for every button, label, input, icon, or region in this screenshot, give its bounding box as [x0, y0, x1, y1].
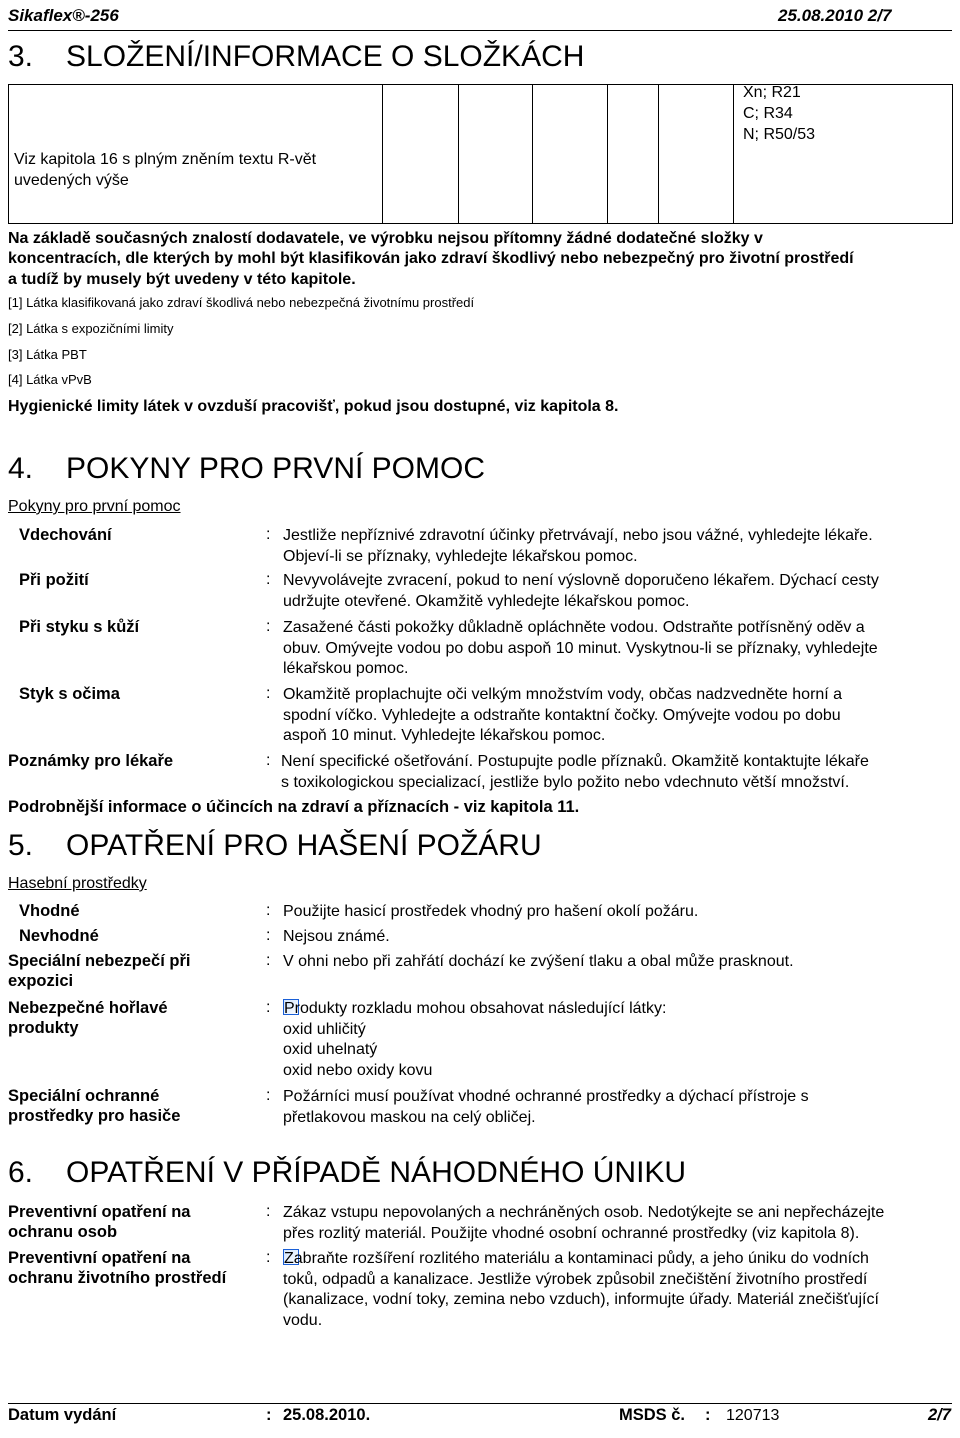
value-line — [283, 999, 666, 1020]
section-4-heading — [8, 452, 485, 486]
section-3-paragraph: Na základě současných znalostí dodavatele, ve výrobku nejsou přítomny žádné dodatečné složky v — [8, 230, 763, 247]
footer-rule — [8, 1403, 952, 1404]
footer-issue-label: Datum vydání — [8, 1406, 117, 1424]
table-divider — [733, 84, 734, 224]
value-line: přes rozlitý materiál. Použijte vhodné osobní ochranné prostředky (viz kapitola 8). — [283, 1224, 860, 1242]
footer-msds-number: 120713 — [726, 1407, 780, 1424]
table-divider — [607, 84, 608, 224]
section-6-title: OPATŘENÍ V PŘÍPADĚ NÁHODNÉHO ÚNIKU — [66, 1156, 687, 1189]
field-colon: : — [266, 526, 271, 543]
fire-value-special-hazards — [283, 952, 794, 973]
table-divider — [382, 84, 383, 224]
value-line: Zasažené části pokožky důkladně opláchněte vodou. Odstraňte potřísněný oděv a — [283, 619, 865, 636]
section-4-number: 4. — [8, 452, 34, 485]
section-4-title: POKYNY PRO PRVNÍ POMOC — [66, 452, 485, 485]
value-line: obuv. Omývejte vodou po dobu aspoň 10 minut. Vyskytnou-li se příznaky, vyhledejte — [283, 639, 878, 657]
table-divider — [532, 84, 533, 224]
table-r-phrase: C; R34 — [743, 105, 793, 122]
document-date-page: 25.08.2010 2/7 — [778, 6, 892, 25]
value-line: Nevyvolávejte zvracení, pokud to není výslovně doporučeno lékařem. Dýchací cesty — [283, 572, 879, 589]
value-line: s toxikologickou specializací, jestliže bylo požito nebo vdechnuto větší množství. — [281, 773, 850, 791]
extinguishing-subheading: Hasební prostředky — [8, 875, 147, 892]
first-letter: Z — [284, 1250, 294, 1267]
field-colon: : — [266, 752, 271, 769]
first-aid-label-skin: Při styku s kůží — [19, 618, 140, 636]
first-aid-label-physician: Poznámky pro lékaře — [8, 752, 174, 770]
field-colon: : — [266, 618, 271, 635]
footnote-3: [3] Látka PBT — [8, 347, 87, 362]
footer-colon: : — [705, 1406, 711, 1424]
spill-label-environmental: Preventivní opatření na ochranu životního prostředí — [8, 1249, 227, 1287]
fire-value-hazardous-products — [283, 999, 666, 1081]
value-line: oxid nebo oxidy kovu — [283, 1061, 433, 1079]
value-line: Požárníci musí používat vhodné ochranné prostředky a dýchací přístroje s — [283, 1088, 809, 1105]
first-aid-value-ingestion — [283, 571, 879, 612]
section-3-paragraph: koncentracích, dle kterých by mohl být klasifikován jako zdraví škodlivý nebo nebezpečný pro životní prostředí — [8, 250, 854, 267]
field-colon: : — [266, 1249, 271, 1266]
section-6-number: 6. — [8, 1156, 34, 1189]
spill-label-personal: Preventivní opatření na ochranu osob — [8, 1203, 191, 1241]
field-colon: : — [266, 927, 271, 944]
spill-value-environmental — [283, 1249, 879, 1331]
section-6-heading — [8, 1156, 686, 1190]
value-line: vodu. — [283, 1311, 323, 1329]
first-aid-footer-note: Podrobnější informace o účincích na zdraví a příznacích - viz kapitola 11. — [8, 798, 580, 816]
value-line: Není specifické ošetřování. Postupujte podle příznaků. Okamžitě kontaktujte lékaře — [281, 753, 869, 770]
value-line: aspoň 10 minut. Vyhledejte lékařskou pomoc. — [283, 727, 606, 744]
footnote-1: [1] Látka klasifikovaná jako zdraví škodlivá nebo nebezpečná životnímu prostředí — [8, 295, 475, 310]
value-line: Jestliže nepříznivé zdravotní účinky přetrvávají, nebo jsou vážné, vyhledejte lékaře. — [283, 527, 873, 544]
field-colon: : — [266, 952, 271, 969]
value-line: Okamžitě proplachujte oči velkým množstvím vody, občas nadzvedněte horní a — [283, 686, 843, 703]
fire-value-suitable — [283, 902, 698, 923]
field-colon: : — [266, 1087, 271, 1104]
value-line: (kanalizace, vodní toky, zemina nebo vzduch), informujte úřady. Materiál znečišťující — [283, 1291, 879, 1308]
value-line: V ohni nebo při zahřátí dochází ke zvýšení tlaku a obal může prasknout. — [283, 953, 794, 970]
value-line: oxid uhličitý — [283, 1020, 366, 1038]
footnote-4: [4] Látka vPvB — [8, 372, 92, 387]
section-5-title: OPATŘENÍ PRO HAŠENÍ POŽÁRU — [66, 829, 542, 862]
field-colon: : — [266, 571, 271, 588]
value-line: udržujte otevřené. Okamžitě vyhledejte lékařskou pomoc. — [283, 592, 690, 610]
value-line: toků, odpadů a kanalizace. Jestliže výrobek způsobil znečištění životního prostředí — [283, 1270, 868, 1288]
first-aid-label-inhalation: Vdechování — [19, 526, 112, 544]
value-text: abraňte rozšíření rozlitého materiálu a kontaminaci půdy, a jeho úniku do vodních — [293, 1250, 869, 1267]
first-aid-value-physician — [281, 752, 869, 793]
value-line: spodní víčko. Vyhledejte a odstraňte kontaktní čočky. Omývejte vodou po dobu — [283, 706, 841, 724]
table-divider — [658, 84, 659, 224]
fire-label-unsuitable: Nevhodné — [19, 927, 99, 945]
hygiene-limits-note: Hygienické limity látek v ovzduší pracovišť, pokud jsou dostupné, viz kapitola 8. — [8, 398, 619, 415]
table-divider — [458, 84, 459, 224]
spill-value-personal — [283, 1203, 884, 1244]
value-text: rodukty rozkladu mohou obsahovat následující látky: — [294, 1000, 667, 1017]
table-left-text-2: uvedených výše — [14, 172, 129, 189]
first-aid-value-skin — [283, 618, 878, 680]
table-r-phrase: N; R50/53 — [743, 126, 816, 143]
section-5-heading — [8, 829, 542, 863]
value-line: přetlakovou maskou na celý obličej. — [283, 1108, 536, 1126]
value-line: Zákaz vstupu nepovolaných a nechráněných osob. Nedotýkejte se ani nepřecházejte — [283, 1204, 885, 1221]
section-3-number: 3. — [8, 40, 34, 73]
field-colon: : — [266, 999, 271, 1016]
value-line: oxid uhelnatý — [283, 1041, 378, 1058]
value-line: lékařskou pomoc. — [283, 660, 409, 677]
first-aid-subheading: Pokyny pro první pomoc — [8, 498, 181, 515]
first-aid-label-eyes: Styk s očima — [19, 685, 120, 703]
footnote-2: [2] Látka s expozičními limity — [8, 321, 174, 336]
section-3-paragraph: a tudíž by musely být uvedeny v této kapitole. — [8, 271, 356, 288]
first-letter: P — [284, 1000, 295, 1017]
value-line: Objeví-li se příznaky, vyhledejte lékařskou pomoc. — [283, 547, 638, 565]
fire-label-protective-equipment: Speciální ochranné prostředky pro hasiče — [8, 1087, 181, 1125]
fire-label-special-hazards: Speciální nebezpečí při expozici — [8, 952, 191, 990]
footer-msds-label: MSDS č. — [619, 1406, 686, 1424]
fire-label-hazardous-products: Nebezpečné hořlavé produkty — [8, 999, 168, 1037]
value-line: Použijte hasicí prostředek vhodný pro hašení okolí požáru. — [283, 903, 699, 920]
fire-value-unsuitable — [283, 927, 390, 948]
footer-colon: : — [266, 1406, 272, 1424]
value-line — [283, 1249, 879, 1270]
first-aid-value-eyes — [283, 685, 842, 747]
document-product-name: Sikaflex®-256 — [8, 6, 119, 25]
section-3-title: SLOŽENÍ/INFORMACE O SLOŽKÁCH — [66, 40, 585, 73]
first-aid-label-ingestion: Při požití — [19, 571, 89, 589]
field-colon: : — [266, 1203, 271, 1220]
field-colon: : — [266, 902, 271, 919]
table-left-text-1: Viz kapitola 16 s plným zněním textu R-vět — [14, 151, 317, 168]
footer-page: 2/7 — [928, 1406, 951, 1424]
value-line: Nejsou známé. — [283, 928, 390, 945]
header-rule — [8, 30, 952, 31]
first-aid-value-inhalation — [283, 526, 873, 567]
field-colon: : — [266, 685, 271, 702]
section-5-number: 5. — [8, 829, 34, 862]
fire-value-protective-equipment — [283, 1087, 809, 1128]
footer-issue-date: 25.08.2010. — [283, 1406, 371, 1424]
fire-label-suitable: Vhodné — [19, 902, 80, 920]
section-3-heading — [8, 40, 584, 74]
table-r-phrase: Xn; R21 — [743, 84, 801, 101]
